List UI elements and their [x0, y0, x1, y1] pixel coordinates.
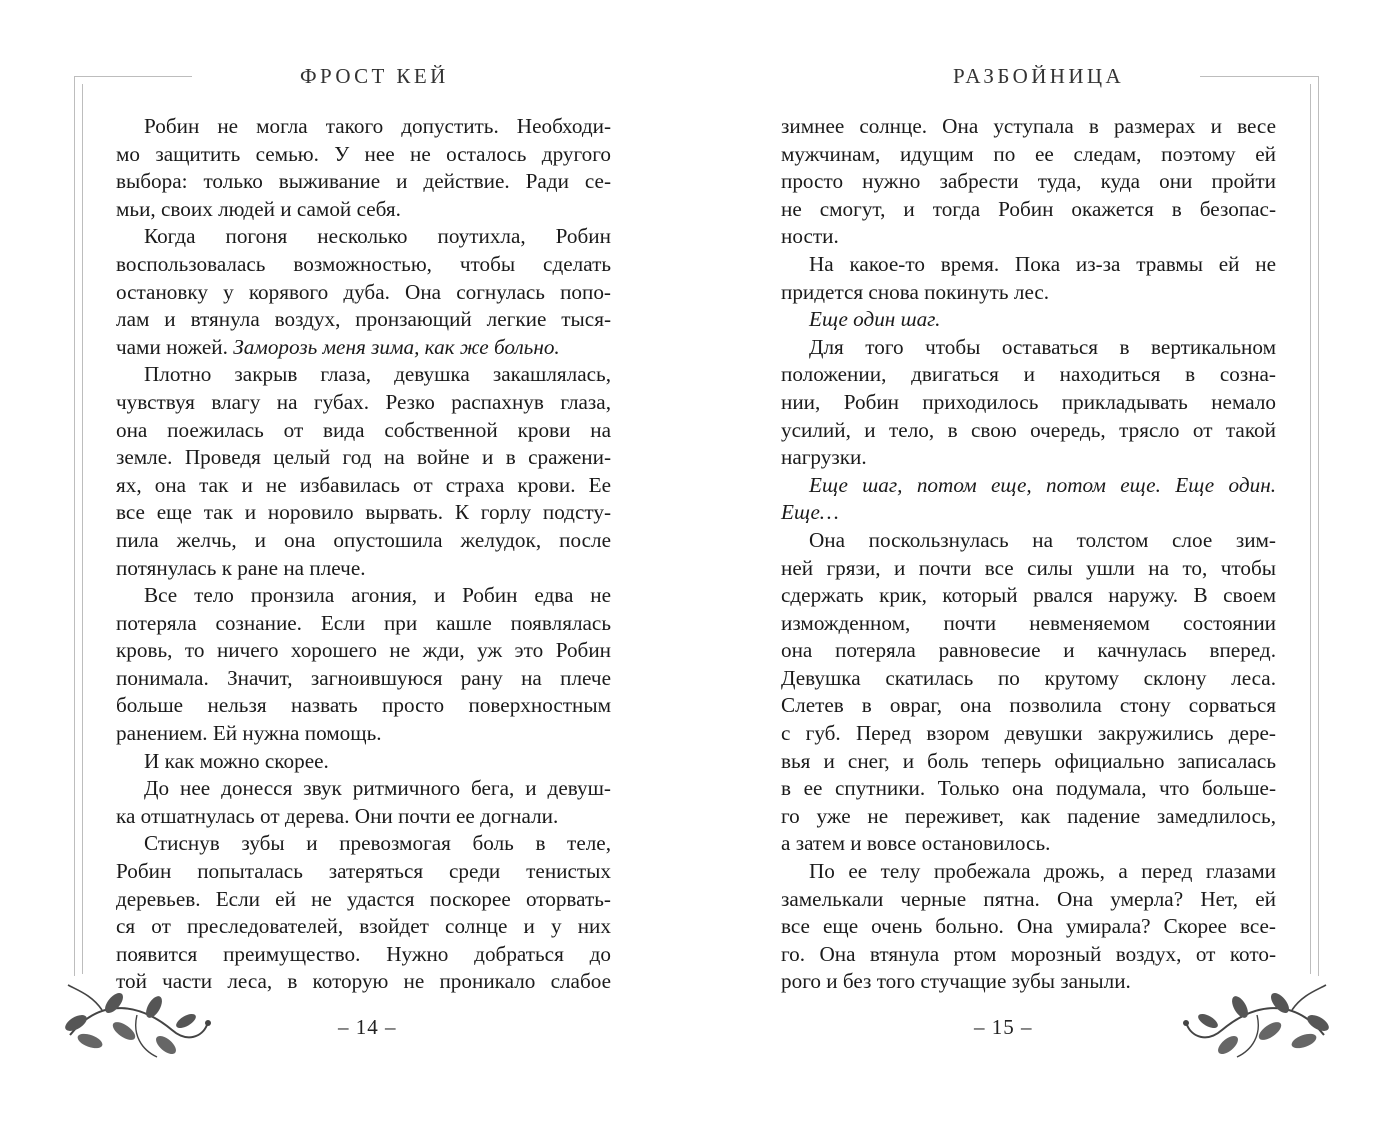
- text-line: Слетев в овраг, она позволила стону сорваться: [781, 693, 1276, 718]
- text-line: усилий, и тело, в свою очередь, трясло от такой: [781, 417, 1276, 442]
- text-line: мо защитить семью. У нее не осталось другого: [116, 141, 611, 166]
- text-line: положении, двигаться и находиться в созна-: [781, 362, 1276, 387]
- text-line: чувствуя влагу на губах. Резко распахнув глаза,: [116, 389, 611, 414]
- text-line: И как можно скорее.: [144, 748, 329, 773]
- text-line: нагрузки.: [781, 445, 867, 470]
- text-line: вья и снег, и боль теперь официально записалась: [781, 748, 1276, 773]
- frame-inner-side-line: [82, 84, 83, 974]
- frame-inner-side-line: [1310, 84, 1311, 974]
- text-line: выбора: только выживание и действие. Ради се-: [116, 169, 611, 194]
- text-line: мьи, своих людей и самой себя.: [116, 196, 401, 221]
- text-line: с губ. Перед взором девушки закружились дере-: [781, 721, 1276, 746]
- text-line: По ее телу пробежала дрожь, а перед глазами: [809, 859, 1276, 884]
- text-line: ка отшатнулась от дерева. Они почти ее догнали.: [116, 803, 559, 828]
- running-head: РАЗБОЙНИЦА: [953, 64, 1125, 88]
- text-line: зимнее солнце. Она уступала в размерах и весе: [781, 114, 1276, 138]
- text-line: сдержать крик, который рвался наружу. В своем: [781, 583, 1276, 608]
- text-line: просто нужно забрести туда, куда они пройти: [781, 169, 1276, 194]
- text-line: Она поскользнулась на толстом слое зим-: [809, 527, 1276, 552]
- vine-ornament-icon: [1182, 975, 1332, 1065]
- text-line: ях, она так и не избавилась от страха крови. Ее: [116, 472, 611, 497]
- right-page: [697, 0, 1393, 1125]
- text-line: пила желчь, и она опустошила желудок, после: [116, 527, 611, 552]
- text-line: понимала. Значит, загноившуюся рану на плече: [116, 665, 611, 690]
- text-line: ней грязи, и почти все силы ушли на то, чтобы: [781, 555, 1276, 580]
- frame-side-line: [74, 76, 75, 976]
- text-line: остановку у корявого дуба. Она согнулась попо-: [116, 279, 611, 304]
- body-text: [116, 113, 611, 996]
- body-text: [781, 113, 1276, 996]
- text-line: изможденном, почти невменяемом состоянии: [781, 610, 1276, 635]
- text-line: воспользовалась возможностью, чтобы сделать: [116, 251, 611, 276]
- text-line: го. Она втянула ртом морозный воздух, от кото-: [781, 941, 1276, 966]
- text-line: ся от преследователей, взойдет солнце и у них: [116, 914, 611, 939]
- text-line: лам и втянула воздух, пронзающий легкие тыся-: [116, 307, 611, 332]
- text-line: деревьев. Если ей не удастся поскорее оторвать-: [116, 886, 611, 911]
- text-line: Все тело пронзила агония, и Робин едва не: [144, 583, 611, 608]
- text-line: той части леса, в которую не проникало слабое: [116, 969, 611, 994]
- left-page: [0, 0, 696, 1125]
- frame-top-line: [1200, 76, 1318, 77]
- text-line: все еще так и норовило вырвать. К горлу подсту-: [116, 500, 611, 525]
- text-line: не смогут, и тогда Робин окажется в безопас-: [781, 196, 1276, 221]
- text-line: она потеряла равновесие и качнулась вперед.: [781, 638, 1276, 663]
- text-line: кровь, то ничего хорошего не жди, уж это Робин: [116, 638, 611, 663]
- text-line: больше нельзя назвать просто поверхностным: [116, 693, 611, 718]
- text-line: земле. Проведя целый год на войне и в сражени-: [116, 445, 611, 470]
- text-line: Робин попыталась затеряться среди тенистых: [116, 859, 611, 884]
- text-line: Стиснув зубы и превозмогая боль в теле,: [144, 831, 611, 856]
- text-line: Еще…: [781, 500, 839, 525]
- text-line: замелькали черные пятна. Она умерла? Нет, ей: [781, 886, 1276, 911]
- text-line: Когда погоня несколько поутихла, Робин: [144, 224, 611, 249]
- page-number: – 14 –: [338, 1015, 397, 1039]
- text-line: а затем и вовсе остановилось.: [781, 831, 1051, 856]
- text-line: потеряла сознание. Если при кашле появлялась: [116, 610, 611, 635]
- text-line: чами ножей. Заморозь меня зима, как же больно.: [116, 334, 560, 359]
- page-number: – 15 –: [974, 1015, 1033, 1039]
- text-line: Плотно закрыв глаза, девушка закашлялась,: [144, 362, 611, 387]
- text-line: На какое-то время. Пока из-за травмы ей не: [809, 251, 1276, 276]
- text-line: Девушка скатилась по крутому склону леса.: [781, 665, 1276, 690]
- text-line: придется снова покинуть лес.: [781, 279, 1050, 304]
- text-line: го уже не переживет, как падение замедлилось,: [781, 803, 1276, 828]
- text-line: ности.: [781, 224, 839, 249]
- frame-side-line: [1318, 76, 1319, 976]
- text-line: появится преимущество. Нужно добраться до: [116, 941, 611, 966]
- text-line: все еще очень больно. Она умирала? Скорее все-: [781, 914, 1276, 939]
- running-head: ФРОСТ КЕЙ: [300, 64, 449, 88]
- text-line: Робин не могла такого допустить. Необходи-: [144, 114, 611, 138]
- text-line: в ее спутники. Только она подумала, что большe-: [781, 776, 1276, 801]
- text-line: мужчинам, идущим по ее следам, поэтому ей: [781, 141, 1276, 166]
- text-line: ранением. Ей нужна помощь.: [116, 721, 382, 746]
- vine-ornament-icon: [62, 975, 212, 1065]
- text-line: Еще шаг, потом еще, потом еще. Еще один.: [809, 472, 1276, 497]
- text-line: Еще один шаг.: [809, 307, 941, 332]
- text-line: рого и без того стучащие зубы заныли.: [781, 969, 1131, 994]
- text-line: До нее донесся звук ритмичного бега, и девуш-: [144, 776, 611, 801]
- text-line: нии, Робин приходилось прикладывать немало: [781, 389, 1276, 414]
- frame-top-line: [74, 76, 192, 77]
- text-line: потянулась к ране на плече.: [116, 555, 366, 580]
- text-line: она поежилась от вида собственной крови на: [116, 417, 611, 442]
- text-line: Для того чтобы оставаться в вертикальном: [809, 334, 1276, 359]
